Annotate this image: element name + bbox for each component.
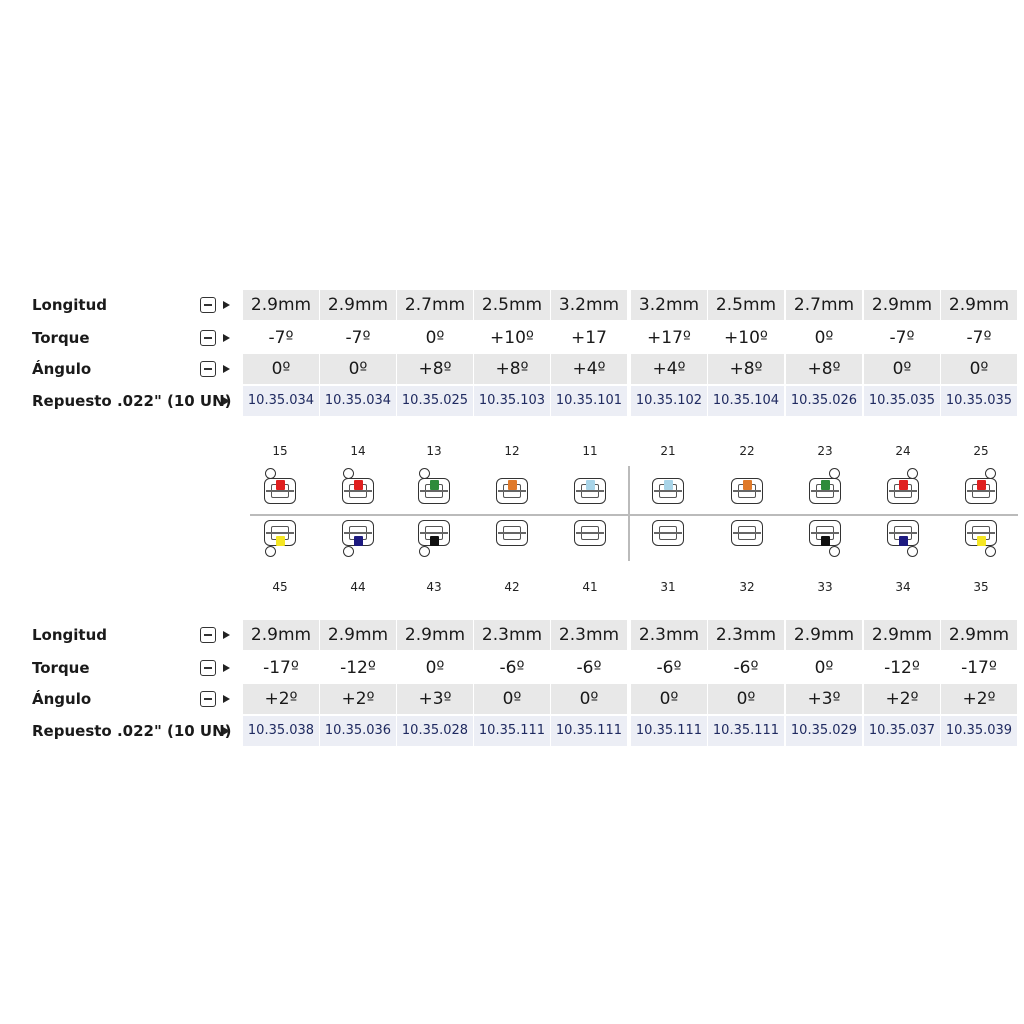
upper-bracket-icon bbox=[883, 466, 923, 506]
color-marker bbox=[586, 480, 595, 490]
upper-longitud-cell: 3.2mm bbox=[631, 290, 707, 320]
upper-torque-row bbox=[0, 323, 1024, 353]
upper-angulo-cell: +8º bbox=[786, 354, 862, 384]
lower-torque-cell: -17º bbox=[961, 658, 997, 678]
upper-bracket-icon bbox=[961, 466, 1001, 506]
longitud-label: Longitud bbox=[32, 626, 108, 644]
upper-repuesto-cell: 10.35.025 bbox=[397, 386, 473, 416]
lower-longitud-cell: 2.3mm bbox=[474, 620, 550, 650]
tooth-number: 43 bbox=[426, 580, 442, 594]
lower-angulo-cell: 0º bbox=[551, 684, 627, 714]
lower-torque-cell: -6º bbox=[576, 658, 602, 678]
lower-repuesto-cell: 10.35.036 bbox=[320, 716, 396, 746]
tooth-number: 24 bbox=[895, 444, 911, 458]
upper-repuesto-cell: 10.35.035 bbox=[864, 386, 940, 416]
torque-label: Torque bbox=[32, 329, 90, 347]
color-marker bbox=[977, 480, 986, 490]
lower-torque-cell: -6º bbox=[656, 658, 682, 678]
arrow-right-icon bbox=[223, 664, 230, 672]
torque-icon bbox=[200, 660, 216, 676]
upper-bracket-icon bbox=[727, 466, 767, 506]
tooth-number: 34 bbox=[895, 580, 911, 594]
upper-bracket-icon bbox=[805, 466, 845, 506]
upper-bracket-icon bbox=[492, 466, 532, 506]
tooth-number: 23 bbox=[817, 444, 833, 458]
tooth-number: 11 bbox=[582, 444, 598, 458]
upper-longitud-cell: 2.5mm bbox=[474, 290, 550, 320]
longitud-icon bbox=[200, 627, 216, 643]
lower-torque-cell: 0º bbox=[425, 658, 445, 678]
tooth-number: 33 bbox=[817, 580, 833, 594]
color-marker bbox=[430, 536, 439, 546]
lower-repuesto-row bbox=[0, 716, 1024, 746]
angulo-icon bbox=[200, 361, 216, 377]
upper-longitud-cell: 2.9mm bbox=[320, 290, 396, 320]
lower-angulo-cell: 0º bbox=[708, 684, 784, 714]
upper-torque-cell: -7º bbox=[966, 328, 992, 348]
lower-bracket-icon bbox=[492, 518, 532, 558]
upper-angulo-cell: 0º bbox=[320, 354, 396, 384]
hook-icon bbox=[829, 468, 840, 479]
upper-torque-cell: -7º bbox=[889, 328, 915, 348]
hook-icon bbox=[907, 546, 918, 557]
lower-bracket-icon bbox=[570, 518, 610, 558]
tooth-number: 42 bbox=[504, 580, 520, 594]
upper-torque-cell: 0º bbox=[814, 328, 834, 348]
arrow-right-icon bbox=[223, 365, 230, 373]
lower-longitud-cell: 2.9mm bbox=[864, 620, 940, 650]
lower-torque-cell: -6º bbox=[499, 658, 525, 678]
color-marker bbox=[276, 480, 285, 490]
upper-repuesto-cell: 10.35.026 bbox=[786, 386, 862, 416]
lower-repuesto-cell: 10.35.111 bbox=[631, 716, 707, 746]
hook-icon bbox=[343, 546, 354, 557]
angulo-label: Ángulo bbox=[32, 690, 92, 708]
upper-angulo-cell: +8º bbox=[397, 354, 473, 384]
upper-torque-cell: +10º bbox=[490, 328, 534, 348]
color-marker bbox=[821, 536, 830, 546]
midline bbox=[628, 466, 630, 561]
color-marker bbox=[664, 480, 673, 490]
tooth-number: 22 bbox=[739, 444, 755, 458]
longitud-icon bbox=[200, 297, 216, 313]
tooth-number: 45 bbox=[272, 580, 288, 594]
upper-longitud-cell: 2.9mm bbox=[941, 290, 1017, 320]
lower-longitud-cell: 2.9mm bbox=[243, 620, 319, 650]
arrow-right-icon bbox=[223, 334, 230, 342]
tooth-number: 32 bbox=[739, 580, 755, 594]
lower-bracket-icon bbox=[727, 518, 767, 558]
lower-longitud-cell: 2.3mm bbox=[631, 620, 707, 650]
tooth-number: 12 bbox=[504, 444, 520, 458]
lower-torque-cell: -6º bbox=[733, 658, 759, 678]
lower-longitud-cell: 2.9mm bbox=[397, 620, 473, 650]
lower-repuesto-cell: 10.35.029 bbox=[786, 716, 862, 746]
lower-bracket-icon bbox=[961, 518, 1001, 558]
lower-angulo-cell: +2º bbox=[320, 684, 396, 714]
hook-icon bbox=[985, 468, 996, 479]
lower-angulo-cell: +2º bbox=[864, 684, 940, 714]
tooth-number: 44 bbox=[350, 580, 366, 594]
upper-repuesto-cell: 10.35.101 bbox=[551, 386, 627, 416]
teeth-diagram bbox=[0, 436, 1024, 596]
tooth-number: 35 bbox=[973, 580, 989, 594]
lower-repuesto-cell: 10.35.028 bbox=[397, 716, 473, 746]
lower-angulo-cell: +3º bbox=[397, 684, 473, 714]
hook-icon bbox=[907, 468, 918, 479]
color-marker bbox=[354, 480, 363, 490]
tooth-number: 21 bbox=[660, 444, 676, 458]
color-marker bbox=[821, 480, 830, 490]
upper-repuesto-cell: 10.35.034 bbox=[243, 386, 319, 416]
upper-torque-cell: -7º bbox=[345, 328, 371, 348]
color-marker bbox=[743, 480, 752, 490]
lower-longitud-cell: 2.9mm bbox=[941, 620, 1017, 650]
upper-bracket-icon bbox=[648, 466, 688, 506]
upper-repuesto-cell: 10.35.102 bbox=[631, 386, 707, 416]
upper-angulo-cell: +8º bbox=[708, 354, 784, 384]
hook-icon bbox=[419, 546, 430, 557]
lower-bracket-icon bbox=[883, 518, 923, 558]
color-marker bbox=[977, 536, 986, 546]
color-marker bbox=[430, 480, 439, 490]
upper-angulo-cell: 0º bbox=[243, 354, 319, 384]
repuesto-label: Repuesto .022" (10 UN) bbox=[32, 392, 232, 410]
arrow-right-icon bbox=[223, 301, 230, 309]
arrow-right-icon bbox=[223, 397, 230, 405]
upper-bracket-icon bbox=[260, 466, 300, 506]
lower-angulo-cell: +2º bbox=[941, 684, 1017, 714]
upper-angulo-cell: +8º bbox=[474, 354, 550, 384]
color-marker bbox=[354, 536, 363, 546]
upper-angulo-row bbox=[0, 354, 1024, 384]
upper-torque-cell: +10º bbox=[724, 328, 768, 348]
hook-icon bbox=[265, 468, 276, 479]
tooth-number: 25 bbox=[973, 444, 989, 458]
upper-repuesto-row bbox=[0, 386, 1024, 416]
upper-angulo-cell: 0º bbox=[864, 354, 940, 384]
angulo-icon bbox=[200, 691, 216, 707]
lower-torque-cell: -12º bbox=[884, 658, 920, 678]
upper-torque-cell: 0º bbox=[425, 328, 445, 348]
lower-repuesto-cell: 10.35.037 bbox=[864, 716, 940, 746]
upper-longitud-cell: 2.5mm bbox=[708, 290, 784, 320]
tooth-number: 31 bbox=[660, 580, 676, 594]
occlusal-line bbox=[250, 514, 1018, 516]
upper-bracket-icon bbox=[414, 466, 454, 506]
color-marker bbox=[899, 480, 908, 490]
upper-angulo-cell: +4º bbox=[551, 354, 627, 384]
lower-torque-cell: -12º bbox=[340, 658, 376, 678]
upper-repuesto-cell: 10.35.103 bbox=[474, 386, 550, 416]
longitud-label: Longitud bbox=[32, 296, 108, 314]
color-marker bbox=[899, 536, 908, 546]
lower-angulo-cell: 0º bbox=[631, 684, 707, 714]
arrow-right-icon bbox=[223, 695, 230, 703]
upper-torque-cell: -7º bbox=[268, 328, 294, 348]
upper-longitud-row bbox=[0, 290, 1024, 320]
hook-icon bbox=[343, 468, 354, 479]
hook-icon bbox=[985, 546, 996, 557]
color-marker bbox=[276, 536, 285, 546]
upper-bracket-icon bbox=[570, 466, 610, 506]
lower-torque-row bbox=[0, 653, 1024, 683]
arrow-right-icon bbox=[223, 727, 230, 735]
color-marker bbox=[508, 480, 517, 490]
lower-repuesto-cell: 10.35.111 bbox=[551, 716, 627, 746]
lower-angulo-cell: +2º bbox=[243, 684, 319, 714]
tooth-number: 13 bbox=[426, 444, 442, 458]
upper-angulo-cell: +4º bbox=[631, 354, 707, 384]
lower-angulo-cell: +3º bbox=[786, 684, 862, 714]
lower-longitud-cell: 2.3mm bbox=[551, 620, 627, 650]
lower-torque-cell: -17º bbox=[263, 658, 299, 678]
upper-torque-cell: +17º bbox=[647, 328, 691, 348]
lower-angulo-row bbox=[0, 684, 1024, 714]
lower-longitud-row bbox=[0, 620, 1024, 650]
tooth-number: 14 bbox=[350, 444, 366, 458]
upper-bracket-icon bbox=[338, 466, 378, 506]
lower-repuesto-cell: 10.35.039 bbox=[941, 716, 1017, 746]
torque-label: Torque bbox=[32, 659, 90, 677]
torque-icon bbox=[200, 330, 216, 346]
arrow-right-icon bbox=[223, 631, 230, 639]
lower-bracket-icon bbox=[338, 518, 378, 558]
upper-longitud-cell: 2.9mm bbox=[864, 290, 940, 320]
upper-torque-cell: +17 bbox=[571, 328, 607, 348]
repuesto-label: Repuesto .022" (10 UN) bbox=[32, 722, 232, 740]
upper-repuesto-cell: 10.35.035 bbox=[941, 386, 1017, 416]
lower-longitud-cell: 2.3mm bbox=[708, 620, 784, 650]
lower-longitud-cell: 2.9mm bbox=[320, 620, 396, 650]
hook-icon bbox=[419, 468, 430, 479]
tooth-number: 15 bbox=[272, 444, 288, 458]
upper-repuesto-cell: 10.35.034 bbox=[320, 386, 396, 416]
upper-longitud-cell: 2.7mm bbox=[786, 290, 862, 320]
upper-longitud-cell: 2.9mm bbox=[243, 290, 319, 320]
hook-icon bbox=[829, 546, 840, 557]
lower-torque-cell: 0º bbox=[814, 658, 834, 678]
lower-bracket-icon bbox=[648, 518, 688, 558]
upper-angulo-cell: 0º bbox=[941, 354, 1017, 384]
lower-bracket-icon bbox=[414, 518, 454, 558]
lower-bracket-icon bbox=[805, 518, 845, 558]
upper-longitud-cell: 3.2mm bbox=[551, 290, 627, 320]
angulo-label: Ángulo bbox=[32, 360, 92, 378]
lower-angulo-cell: 0º bbox=[474, 684, 550, 714]
tooth-number: 41 bbox=[582, 580, 598, 594]
lower-bracket-icon bbox=[260, 518, 300, 558]
lower-repuesto-cell: 10.35.111 bbox=[708, 716, 784, 746]
upper-repuesto-cell: 10.35.104 bbox=[708, 386, 784, 416]
hook-icon bbox=[265, 546, 276, 557]
lower-longitud-cell: 2.9mm bbox=[786, 620, 862, 650]
upper-longitud-cell: 2.7mm bbox=[397, 290, 473, 320]
lower-repuesto-cell: 10.35.111 bbox=[474, 716, 550, 746]
lower-repuesto-cell: 10.35.038 bbox=[243, 716, 319, 746]
